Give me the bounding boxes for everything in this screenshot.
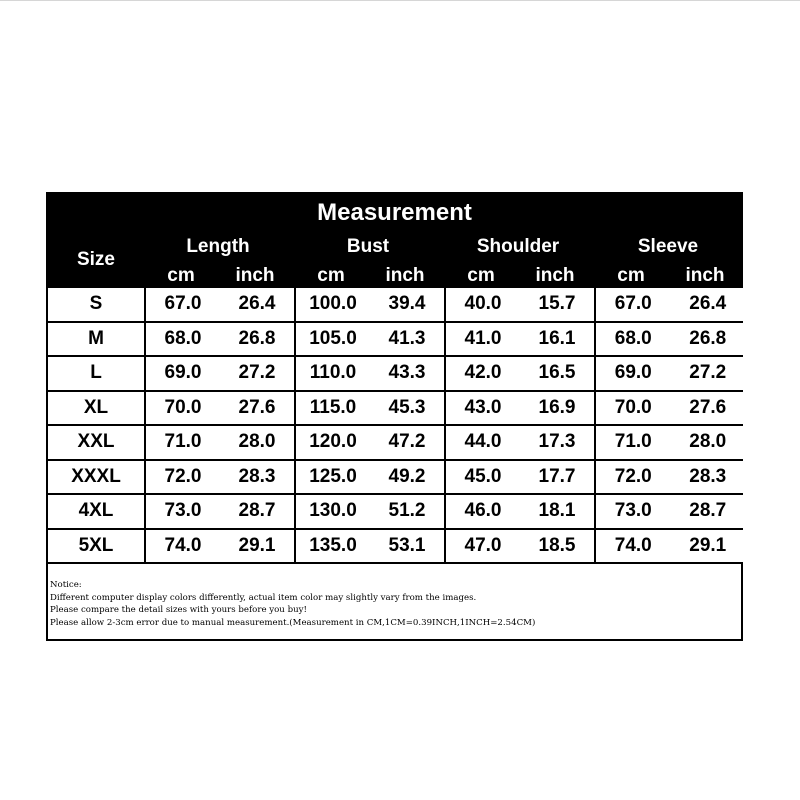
length-inch-value: 29.1 <box>238 534 276 556</box>
bust-cell <box>296 392 444 425</box>
length-cm-value: 71.0 <box>164 431 202 453</box>
size-cell: S <box>48 288 144 321</box>
sleeve-cm-value: 72.0 <box>614 465 652 487</box>
bust-inch-value: 47.2 <box>388 431 426 453</box>
shoulder-inch-value: 15.7 <box>538 293 576 315</box>
size-cell: 4XL <box>48 495 144 528</box>
shoulder-cell <box>446 495 594 528</box>
shoulder-inch-value: 17.3 <box>538 431 576 453</box>
shoulder-cell <box>446 357 594 390</box>
bust-cm-value: 135.0 <box>309 534 357 556</box>
length-inch-value: 26.8 <box>238 327 276 349</box>
shoulder-cell <box>446 426 594 459</box>
shoulder-inch-value: 16.1 <box>538 327 576 349</box>
bust-cell <box>296 357 444 390</box>
length-cell <box>146 288 294 321</box>
length-cell <box>146 461 294 494</box>
sleeve-cell <box>596 392 745 425</box>
unit-header-inch: inch <box>235 265 275 286</box>
shoulder-inch-value: 18.1 <box>538 500 576 522</box>
length-cell <box>146 426 294 459</box>
size-cell: 5XL <box>48 530 144 563</box>
shoulder-cm-value: 43.0 <box>464 396 502 418</box>
bust-cm-value: 120.0 <box>309 431 357 453</box>
length-cell <box>146 323 294 356</box>
length-cm-value: 69.0 <box>164 362 202 384</box>
shoulder-inch-value: 16.5 <box>538 362 576 384</box>
shoulder-cm-value: 44.0 <box>464 431 502 453</box>
size-cell: L <box>48 357 144 390</box>
length-inch-value: 27.6 <box>238 396 276 418</box>
bust-cell <box>296 323 444 356</box>
unit-header-inch: inch <box>385 265 425 286</box>
unit-header-cm: cm <box>617 265 645 286</box>
length-inch-value: 27.2 <box>238 362 276 384</box>
bust-cell <box>296 461 444 494</box>
bust-cell <box>296 495 444 528</box>
bust-inch-value: 45.3 <box>388 396 426 418</box>
shoulder-cm-value: 47.0 <box>464 534 502 556</box>
group-header-length: Length <box>186 236 250 257</box>
bust-cm-value: 110.0 <box>309 362 357 384</box>
notice-line: Please allow 2-3cm error due to manual measurement.(Measurement in CM,1CM=0.39INCH,1INCH=2.54CM) <box>50 617 536 628</box>
bust-inch-value: 49.2 <box>388 465 426 487</box>
length-cm-value: 73.0 <box>164 500 202 522</box>
sleeve-inch-value: 29.1 <box>689 534 727 556</box>
length-cell <box>146 392 294 425</box>
group-header-bust: Bust <box>346 236 390 257</box>
sleeve-cell <box>596 288 745 321</box>
bust-inch-value: 39.4 <box>388 293 426 315</box>
size-cell: XXXL <box>48 461 144 494</box>
sleeve-cm-value: 69.0 <box>614 362 652 384</box>
table-title: Measurement <box>317 199 472 226</box>
bust-inch-value: 43.3 <box>388 362 426 384</box>
length-inch-value: 28.0 <box>238 431 276 453</box>
shoulder-cm-value: 46.0 <box>464 500 502 522</box>
unit-header-inch: inch <box>535 265 575 286</box>
table-header <box>48 194 741 286</box>
bust-cell <box>296 288 444 321</box>
sleeve-inch-value: 26.8 <box>689 327 727 349</box>
shoulder-cm-value: 42.0 <box>464 362 502 384</box>
bust-cm-value: 105.0 <box>309 327 357 349</box>
length-inch-value: 28.3 <box>238 465 276 487</box>
bust-cm-value: 125.0 <box>309 465 357 487</box>
shoulder-cm-value: 45.0 <box>464 465 502 487</box>
size-cell: XXL <box>48 426 144 459</box>
length-cm-value: 67.0 <box>164 293 202 315</box>
bust-cm-value: 130.0 <box>309 500 357 522</box>
shoulder-cell <box>446 323 594 356</box>
notice-heading: Notice: <box>50 580 82 590</box>
bust-inch-value: 41.3 <box>388 327 426 349</box>
length-inch-value: 26.4 <box>238 293 276 315</box>
sleeve-cell <box>596 495 745 528</box>
sleeve-cell <box>596 426 745 459</box>
shoulder-inch-value: 18.5 <box>538 534 576 556</box>
sleeve-cell <box>596 530 745 563</box>
top-border-line <box>0 0 800 1</box>
sleeve-cm-value: 71.0 <box>614 431 652 453</box>
shoulder-cell <box>446 461 594 494</box>
shoulder-cm-value: 40.0 <box>464 293 502 315</box>
shoulder-cell <box>446 392 594 425</box>
sleeve-cm-value: 67.0 <box>614 293 652 315</box>
bust-inch-value: 51.2 <box>388 500 426 522</box>
unit-header-cm: cm <box>467 265 495 286</box>
sleeve-inch-value: 26.4 <box>689 293 727 315</box>
sleeve-cell <box>596 461 745 494</box>
length-cm-value: 70.0 <box>164 396 202 418</box>
unit-header-cm: cm <box>167 265 195 286</box>
sleeve-inch-value: 27.6 <box>689 396 727 418</box>
sleeve-inch-value: 27.2 <box>689 362 727 384</box>
size-cell: XL <box>48 392 144 425</box>
unit-header-inch: inch <box>685 265 725 286</box>
sleeve-cell <box>596 323 745 356</box>
bust-cm-value: 100.0 <box>309 293 357 315</box>
length-cm-value: 68.0 <box>164 327 202 349</box>
size-chart <box>46 192 743 641</box>
length-cell <box>146 495 294 528</box>
size-column-header: Size <box>76 249 116 270</box>
length-cm-value: 74.0 <box>164 534 202 556</box>
length-cell <box>146 357 294 390</box>
sleeve-cm-value: 68.0 <box>614 327 652 349</box>
sleeve-cm-value: 74.0 <box>614 534 652 556</box>
bust-inch-value: 53.1 <box>388 534 426 556</box>
length-cell <box>146 530 294 563</box>
notice-line: Please compare the detail sizes with yours before you buy! <box>50 605 307 616</box>
group-header-shoulder: Shoulder <box>476 236 560 257</box>
shoulder-cell <box>446 530 594 563</box>
sleeve-cell <box>596 357 745 390</box>
notice-box <box>48 562 741 639</box>
bust-cm-value: 115.0 <box>309 396 357 418</box>
notice-line: Different computer display colors differently, actual item color may slightly vary from the images. <box>50 592 477 603</box>
shoulder-cell <box>446 288 594 321</box>
shoulder-inch-value: 17.7 <box>538 465 576 487</box>
length-cm-value: 72.0 <box>164 465 202 487</box>
sleeve-cm-value: 73.0 <box>614 500 652 522</box>
table-body <box>48 286 741 562</box>
shoulder-cm-value: 41.0 <box>464 327 502 349</box>
unit-header-cm: cm <box>317 265 345 286</box>
shoulder-inch-value: 16.9 <box>538 396 576 418</box>
size-cell: M <box>48 323 144 356</box>
sleeve-inch-value: 28.7 <box>689 500 727 522</box>
length-inch-value: 28.7 <box>238 500 276 522</box>
group-header-sleeve: Sleeve <box>637 236 699 257</box>
bust-cell <box>296 426 444 459</box>
sleeve-inch-value: 28.3 <box>689 465 727 487</box>
bust-cell <box>296 530 444 563</box>
sleeve-cm-value: 70.0 <box>614 396 652 418</box>
sleeve-inch-value: 28.0 <box>689 431 727 453</box>
